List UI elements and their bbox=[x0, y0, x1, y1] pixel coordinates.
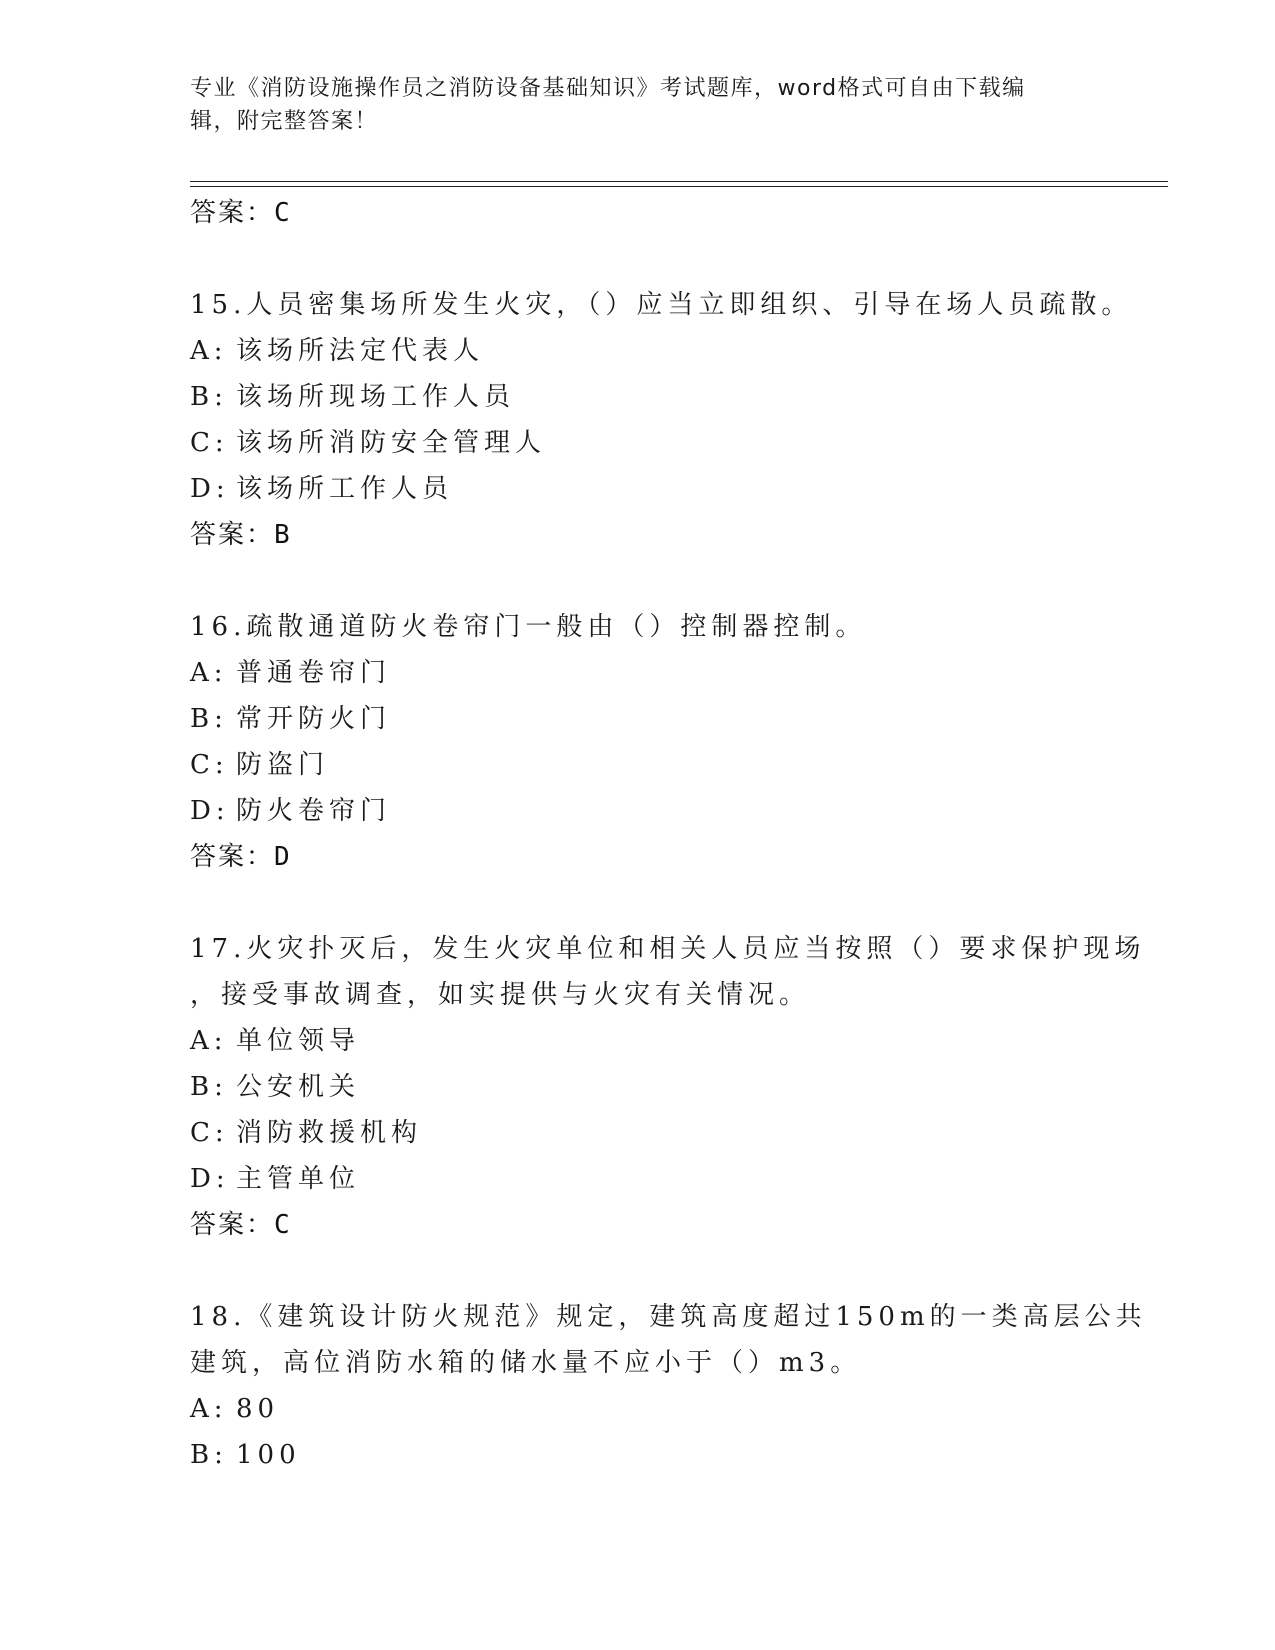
question-text: 17.火灾扑灭后，发生火灾单位和相关人员应当按照（）要求保护现场 bbox=[190, 934, 1146, 964]
answer-value: C bbox=[274, 198, 292, 228]
answer-label: 答案： bbox=[190, 520, 275, 550]
option-letter: D: bbox=[190, 474, 230, 504]
option-b bbox=[190, 374, 1110, 420]
header-rule-top bbox=[190, 181, 1168, 182]
spacer bbox=[190, 880, 1110, 926]
option-letter: D: bbox=[190, 796, 230, 826]
question-16 bbox=[190, 604, 1110, 880]
option-letter: B: bbox=[190, 704, 228, 734]
answer-line bbox=[190, 834, 1110, 880]
option-a bbox=[190, 1018, 1110, 1064]
spacer bbox=[190, 236, 1110, 282]
answer-line bbox=[190, 190, 1110, 236]
option-text: 80 bbox=[236, 1394, 280, 1424]
header-rule-bottom bbox=[190, 186, 1168, 187]
question-text: 15.人员密集场所发生火灾，（）应当立即组织、引导在场人员疏散。 bbox=[190, 290, 1133, 320]
answer-label: 答案： bbox=[190, 198, 275, 228]
question-text: 16.疏散通道防火卷帘门一般由（）控制器控制。 bbox=[190, 612, 867, 642]
option-a bbox=[190, 650, 1110, 696]
option-letter: C: bbox=[190, 1118, 229, 1148]
question-18 bbox=[190, 1294, 1147, 1478]
option-text: 常开防火门 bbox=[236, 704, 392, 734]
question-17 bbox=[190, 926, 1146, 1248]
answer-value: B bbox=[274, 520, 292, 550]
question-text-continued: 建筑，高位消防水箱的储水量不应小于（）m3。 bbox=[190, 1348, 862, 1378]
option-b bbox=[190, 696, 1110, 742]
option-c bbox=[190, 742, 1110, 788]
option-text: 防火卷帘门 bbox=[236, 796, 392, 826]
option-letter: B: bbox=[190, 1072, 228, 1102]
header-line-1: 专业《消防设施操作员之消防设备基础知识》考试题库，word格式可自由下载编 bbox=[190, 76, 1026, 101]
option-b bbox=[190, 1432, 1110, 1478]
option-text: 100 bbox=[236, 1440, 301, 1470]
option-a bbox=[190, 1386, 1110, 1432]
answer-value: D bbox=[274, 842, 292, 872]
option-d bbox=[190, 1156, 1110, 1202]
spacer bbox=[190, 558, 1110, 604]
option-letter: C: bbox=[190, 750, 229, 780]
option-letter: C: bbox=[190, 428, 229, 458]
option-text: 该场所工作人员 bbox=[236, 474, 454, 504]
option-letter: D: bbox=[190, 1164, 230, 1194]
question-text-continued: ，接受事故调查，如实提供与火灾有关情况。 bbox=[190, 980, 811, 1010]
option-text: 该场所现场工作人员 bbox=[236, 382, 516, 412]
option-text: 单位领导 bbox=[236, 1026, 361, 1056]
option-text: 该场所消防安全管理人 bbox=[236, 428, 547, 458]
option-letter: B: bbox=[190, 1440, 228, 1470]
option-b bbox=[190, 1064, 1110, 1110]
option-letter: A: bbox=[190, 658, 228, 688]
document-header bbox=[190, 72, 1090, 138]
option-text: 普通卷帘门 bbox=[236, 658, 392, 688]
option-a bbox=[190, 328, 1110, 374]
answer-line bbox=[190, 1202, 1110, 1248]
option-text: 主管单位 bbox=[236, 1164, 361, 1194]
option-letter: A: bbox=[190, 1026, 228, 1056]
answer-label: 答案： bbox=[190, 1210, 275, 1240]
question-15 bbox=[190, 282, 1133, 558]
option-text: 防盗门 bbox=[236, 750, 330, 780]
option-c bbox=[190, 420, 1110, 466]
option-letter: A: bbox=[190, 1394, 228, 1424]
option-c bbox=[190, 1110, 1110, 1156]
header-line-2: 辑，附完整答案！ bbox=[190, 109, 379, 134]
answer-value: C bbox=[274, 1210, 292, 1240]
option-letter: B: bbox=[190, 382, 228, 412]
option-letter: A: bbox=[190, 336, 228, 366]
option-text: 该场所法定代表人 bbox=[236, 336, 485, 366]
option-text: 消防救援机构 bbox=[236, 1118, 423, 1148]
option-text: 公安机关 bbox=[236, 1072, 361, 1102]
spacer bbox=[190, 1248, 1110, 1294]
answer-line bbox=[190, 512, 1110, 558]
option-d bbox=[190, 788, 1110, 834]
question-text: 18.《建筑设计防火规范》规定，建筑高度超过150m的一类高层公共 bbox=[190, 1302, 1147, 1332]
question-list bbox=[190, 190, 1147, 1478]
option-d bbox=[190, 466, 1110, 512]
answer-label: 答案： bbox=[190, 842, 275, 872]
